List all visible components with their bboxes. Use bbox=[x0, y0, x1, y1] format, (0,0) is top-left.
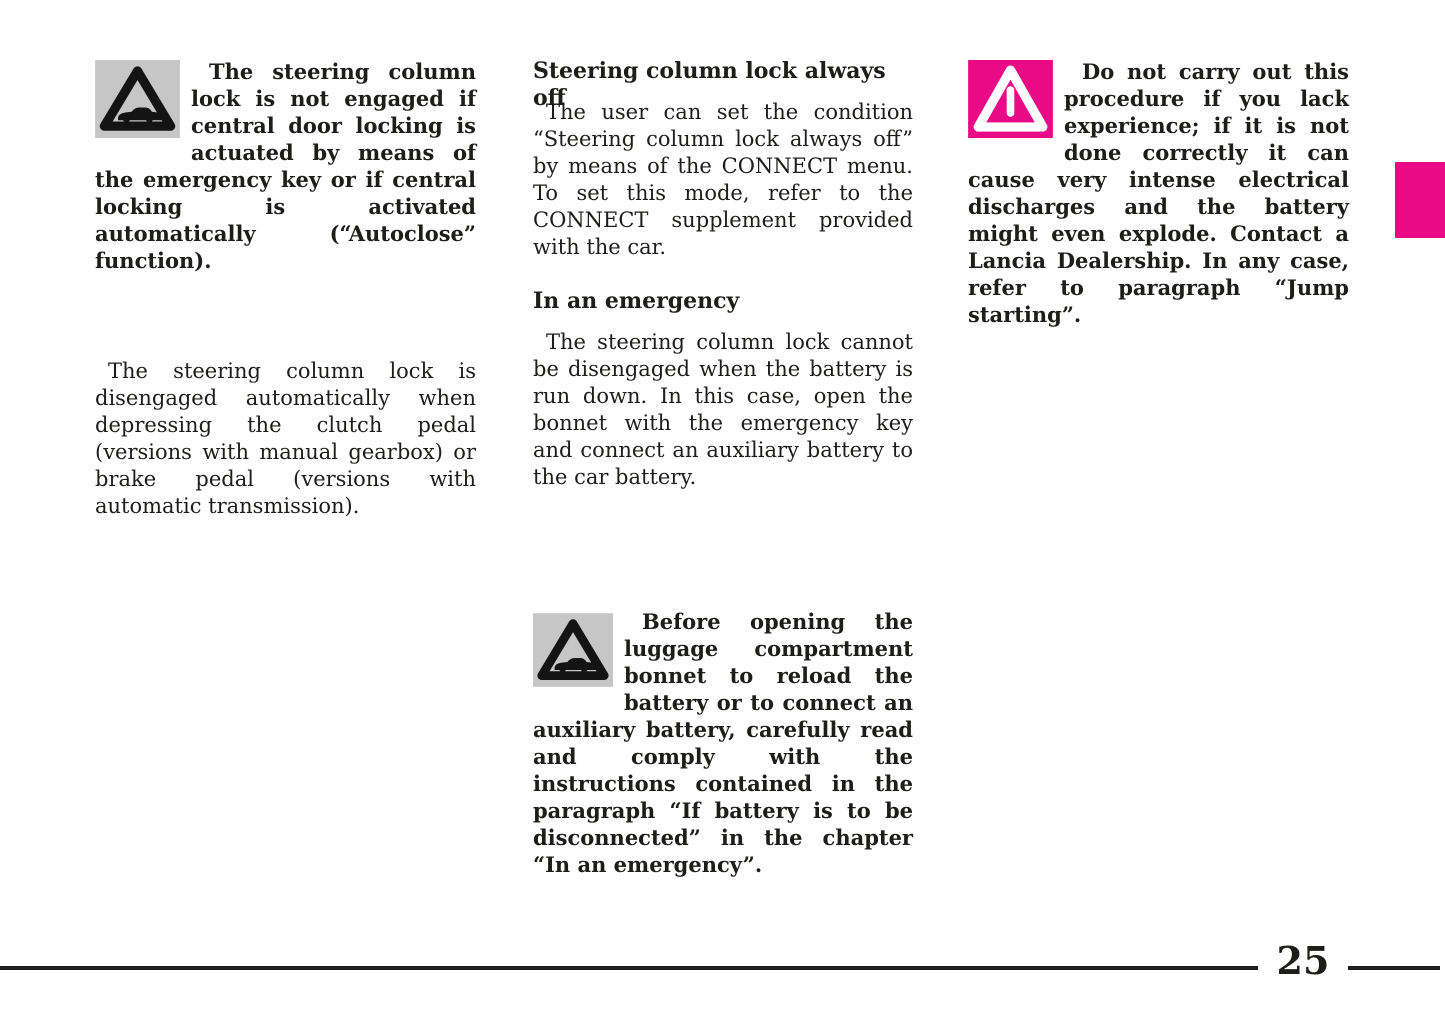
heading-in-an-emergency: In an emergency bbox=[533, 288, 740, 314]
car-warning-triangle-icon bbox=[533, 610, 613, 690]
left-paragraph: The steering column lock is disengaged automatically when depressing the clutch pedal (versions with manual gearbox) or brake pedal (versions with automatic transmission). bbox=[95, 359, 476, 518]
page-number: 25 bbox=[1276, 938, 1330, 983]
exclamation-warning-triangle-icon bbox=[968, 60, 1053, 138]
paragraph-battery-run-down: The steering column lock cannot be disengaged when the battery is run down. In this case, open the bonnet with the emergency key and connect an auxiliary battery to the car battery. bbox=[533, 330, 913, 489]
heading-steering-column-lock-always-off: Steering column lock always off bbox=[533, 58, 886, 111]
paragraph-connect-menu: The user can set the condition “Steering column lock always off” by means of the CONNECT menu. To set this mode, refer to the CONNECT supplement provided with the car. bbox=[533, 100, 913, 259]
footer-rule-right bbox=[1348, 966, 1440, 970]
right-warning-block bbox=[968, 58, 1349, 328]
right-column bbox=[968, 58, 1349, 958]
middle-column bbox=[533, 58, 913, 958]
car-warning-triangle-icon bbox=[95, 60, 180, 138]
left-column bbox=[95, 58, 476, 958]
middle-warning-text: Before opening the luggage compartment bonnet to reload the battery or to connect an auxiliary battery, carefully read and comply with the instructions contained in the paragraph “If battery is to be disconnected” in the chapter “In an emergency”. bbox=[533, 609, 913, 877]
chapter-color-tab bbox=[1395, 162, 1445, 238]
right-warning-text: Do not carry out this procedure if you lack experience; if it is not done correctly it can cause very intense electrical discharges and the battery might even explode. Contact a Lancia Dealership. In any case, refer to paragraph “Jump starting”. bbox=[968, 59, 1349, 327]
left-warning-block bbox=[95, 58, 476, 274]
middle-warning-block bbox=[533, 608, 913, 878]
footer-rule-left bbox=[0, 966, 1258, 970]
left-warning-text: The steering column lock is not engaged if central door locking is actuated by means of the emergency key or if central locking is activated automatically (“Autoclose” function). bbox=[95, 59, 476, 273]
